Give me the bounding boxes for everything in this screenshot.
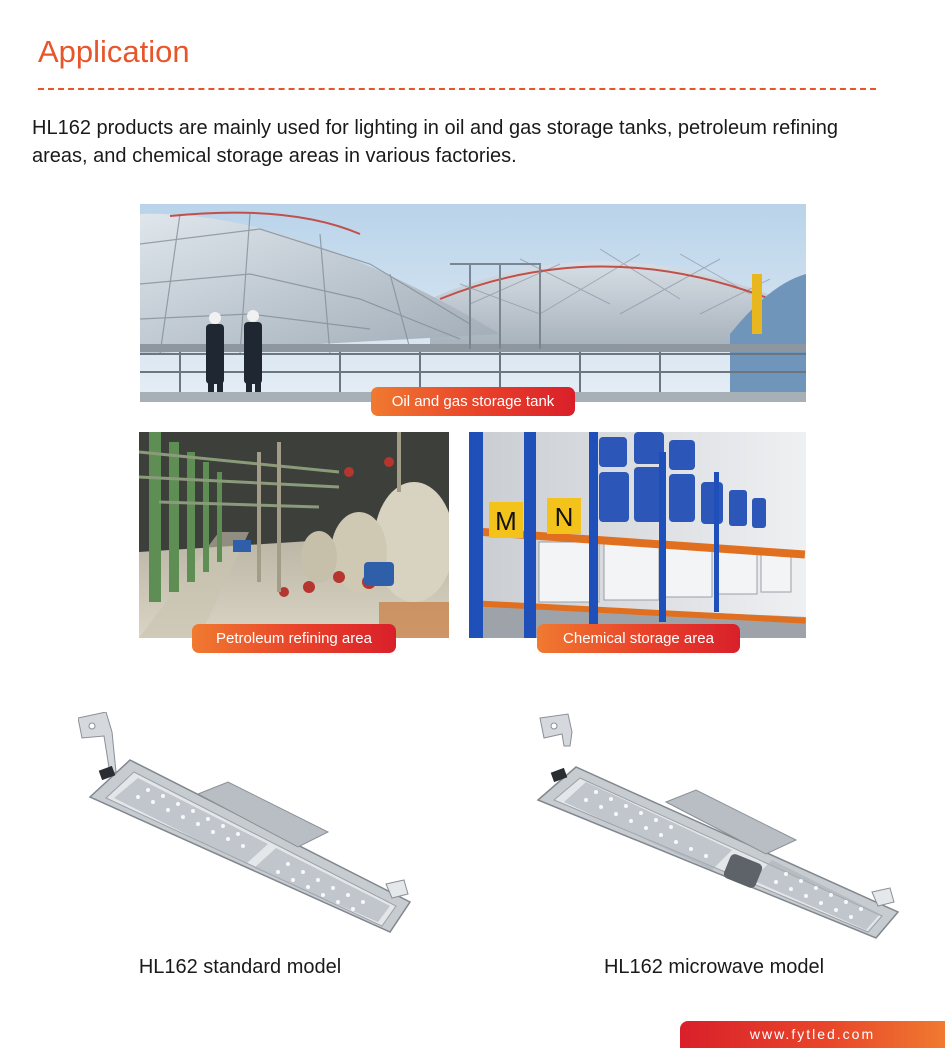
website-link[interactable]: www.fytled.com: [749, 1026, 876, 1042]
label-petroleum-refining-area: Petroleum refining area: [192, 624, 396, 653]
chemical-storage-area-photo: [469, 432, 806, 638]
oil-gas-storage-tank-photo: [140, 204, 806, 402]
intro-paragraph: HL162 products are mainly used for lighting in oil and gas storage tanks, petroleum refining areas, and chemical storage areas in various factories.: [32, 117, 839, 167]
rack-sign-n: N: [554, 502, 574, 532]
label-chemical-storage-area: Chemical storage area: [537, 624, 740, 653]
rack-sign-m: M: [495, 506, 517, 536]
page-title: Application: [38, 34, 190, 69]
label-oil-gas-storage-tank: Oil and gas storage tank: [371, 387, 575, 416]
hl162-standard-model-light: [78, 712, 418, 944]
petroleum-refining-area-photo: [139, 432, 449, 638]
footer-bar: [680, 1021, 945, 1048]
caption-microwave-model: HL162 microwave model: [603, 956, 825, 978]
caption-standard-model: HL162 standard model: [138, 956, 342, 978]
title-divider: [38, 88, 876, 90]
hl162-microwave-model-light: [536, 712, 902, 944]
